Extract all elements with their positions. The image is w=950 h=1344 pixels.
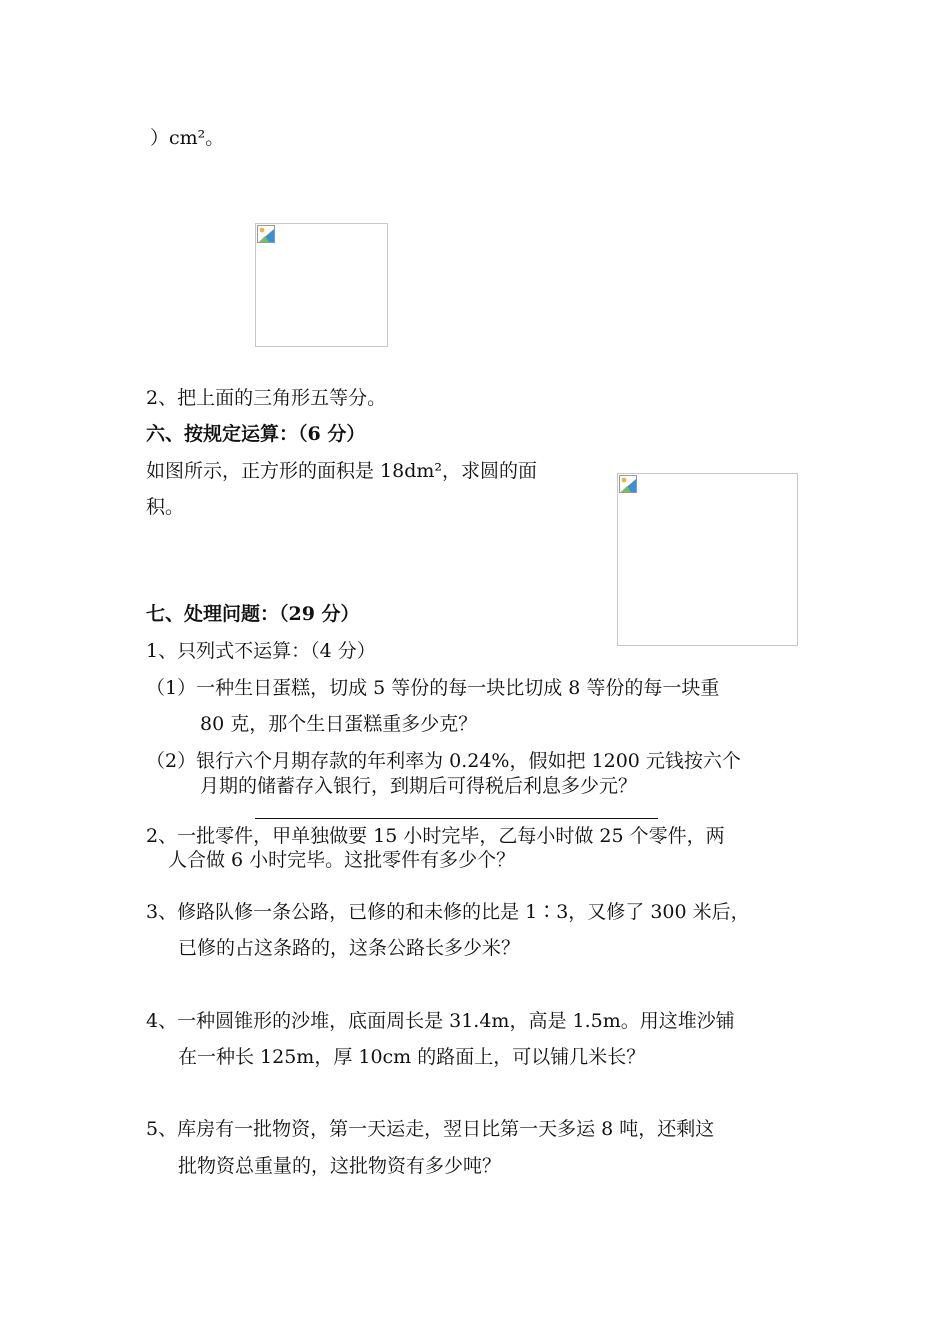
section-6-text-line1: 如图所示，正方形的面积是 18dm²，求圆的面 (146, 460, 538, 482)
question-7-3-line2: 已修的占这条路的，这条公路长多少米？ (178, 937, 521, 959)
question-7-5-line2: 批物资总重量的，这批物资有多少吨？ (178, 1155, 502, 1177)
question-7-4-line1: 4、一种圆锥形的沙堆，底面周长是 31.4m，高是 1.5m。用这堆沙铺 (146, 1010, 735, 1032)
question-7-1-b-line2: 月期的储蓄存入银行，到期后可得税后利息多少元？ (200, 775, 638, 797)
top-fragment: ）cm²。 (150, 127, 225, 149)
question-7-4-line2: 在一种长 125m，厚 10cm 的路面上，可以铺几米长？ (178, 1046, 646, 1068)
question-5-2: 2、把上面的三角形五等分。 (146, 387, 387, 409)
question-7-2-line2: 人合做 6 小时完毕。这批零件有多少个？ (168, 849, 516, 871)
question-7-1-b-line1: （2）银行六个月期存款的年利率为 0.24%，假如把 1200 元钱按六个 (146, 750, 741, 772)
square-circle-figure-placeholder (617, 473, 798, 646)
question-7-5-line1: 5、库房有一批物资，第一天运走，翌日比第一天多运 8 吨，还剩这 (146, 1118, 715, 1140)
question-7-1-a-line1: （1）一种生日蛋糕，切成 5 等份的每一块比切成 8 等份的每一块重 (146, 677, 720, 699)
question-7-1-heading: 1、只列式不运算：（4 分） (146, 640, 376, 662)
section-6-heading: 六、按规定运算：（6 分） (146, 423, 366, 445)
broken-image-icon (257, 225, 275, 243)
section-6-text-line2: 积。 (146, 496, 185, 518)
question-7-3-line1: 3、修路队修一条公路，已修的和未修的比是 1∶3，又修了 300 米后， (146, 901, 750, 923)
triangle-figure-placeholder (255, 223, 388, 347)
section-7-heading: 七、处理问题：（29 分） (146, 603, 360, 625)
divider-line (255, 818, 658, 819)
question-7-2-line1: 2、一批零件，甲单独做要 15 小时完毕，乙每小时做 25 个零件，两 (146, 825, 725, 847)
question-7-1-a-line2: 80 克，那个生日蛋糕重多少克？ (200, 713, 478, 735)
broken-image-icon (619, 475, 637, 493)
